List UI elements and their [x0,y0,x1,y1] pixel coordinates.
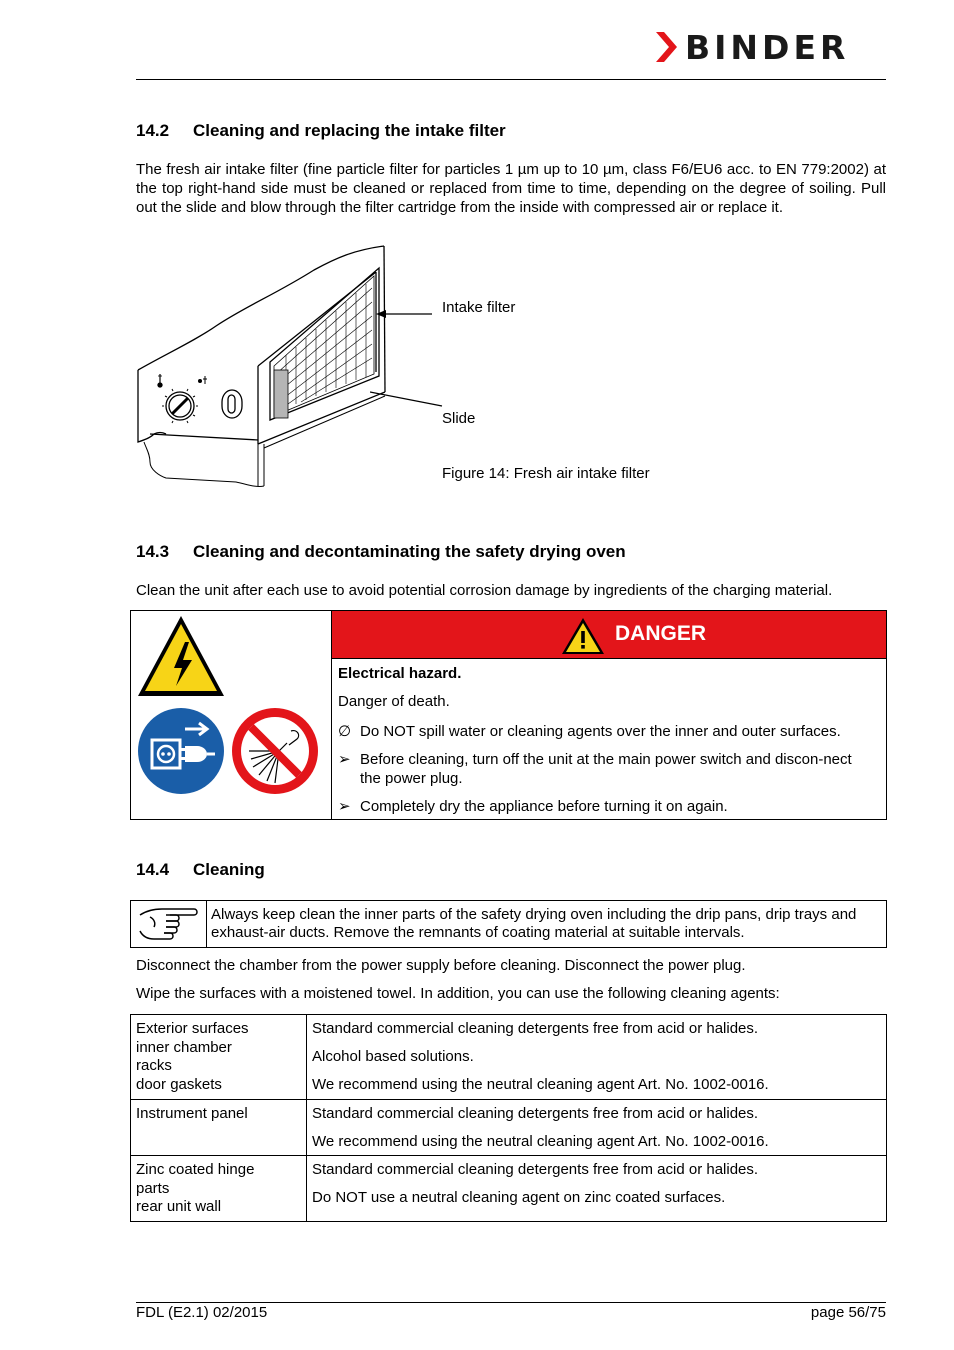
footer-rule [136,1302,886,1303]
danger-header [332,611,886,659]
warning-triangle-icon [561,617,605,655]
note-text: Always keep clean the inner parts of the safety drying oven including the drip pans, drip trays and exhaust-air ducts. Remove the remnants of coating material at suitable intervals. [211,906,857,941]
electrical-hazard-icon [136,614,226,698]
footer-doc-id: FDL (E2.1) 02/2015 [136,1304,268,1321]
intake-filter-figure [136,244,388,490]
agents-cell: Standard commercial cleaning detergents free from acid or halides. We recommend using the neutral cleaning agent Art. No. 1002-0016. [307,1099,887,1156]
section-body-14-3: Clean the unit after each use to avoid potential corrosion damage by ingredients of the charging material. [136,582,833,599]
danger-signal-word: DANGER [615,622,707,645]
binder-arrow-icon [655,30,681,64]
agents-cell: Standard commercial cleaning detergents free from acid or halides. Alcohol based solutions. We recommend using the neutral cleaning agent Art. No. 1002-0016. [307,1015,887,1100]
danger-pictograms [131,611,332,819]
note-box [130,900,887,948]
prohibition-bullet-icon: ∅ [338,723,352,740]
label-slide: Slide [442,410,476,427]
footer-page-number: page 56/75 [810,1304,886,1321]
surfaces-cell: Zinc coated hinge parts rear unit wall [131,1156,307,1222]
danger-box: DANGER Electrical hazard. Danger of death. ∅ Do NOT spill water or cleaning agents over the inner and outer surfaces. ➢ Before cleaning, turn off the unit at the main power switch and discon-nect the power plug. ➢ Completely dry the appliance before turning it on again. [130,610,887,820]
brand-name: BINDER [685,28,850,67]
danger-consequence: Danger of death. [338,693,450,710]
surfaces-cell: Instrument panel [131,1099,307,1156]
agents-cell: Standard commercial cleaning detergents free from acid or halides. Do NOT use a neutral cleaning agent on zinc coated surfaces. [307,1156,887,1222]
figure-leader-lines [370,304,446,408]
arrow-bullet-icon: ➢ [338,798,351,815]
table-row [131,1015,887,1100]
surfaces-cell: Exterior surfaces inner chamber racks door gaskets [131,1015,307,1100]
label-intake-filter: Intake filter [442,299,516,316]
disconnect-plug-icon [137,707,225,795]
cleaning-line-1: Disconnect the chamber from the power supply before cleaning. Disconnect the power plug. [136,957,746,974]
cleaning-agents-table [130,1014,887,1222]
section-heading-14-3: 14.3 Cleaning and decontaminating the safety drying oven [136,542,626,561]
section-body-14-2: The fresh air intake filter (fine particle filter for particles 1 µm up to 10 µm, class F6/EU6 acc. to EN 779:2002) at the top right-hand side must be cleaned or replaced from time to time, depending on the degree of soiling. Pull out the slide and blow through the filter cartridge from the inside with compressed air or replace it. [136,161,886,216]
note-icon-cell [131,901,207,947]
danger-hazard: Electrical hazard. [338,665,462,682]
table-row [131,1099,887,1156]
figure-caption: Figure 14: Fresh air intake filter [442,465,650,482]
cleaning-line-2: Wipe the surfaces with a moistened towel. In addition, you can use the following cleaning agents: [136,985,780,1002]
section-heading-14-4: 14.4 Cleaning [136,860,265,879]
table-row [131,1156,887,1222]
arrow-bullet-icon: ➢ [338,751,351,768]
section-heading-14-2: 14.2 Cleaning and replacing the intake filter [136,121,506,140]
binder-logo [655,28,887,67]
no-water-spray-icon [231,707,319,795]
pointing-hand-icon [136,905,200,943]
header-rule [136,79,886,80]
